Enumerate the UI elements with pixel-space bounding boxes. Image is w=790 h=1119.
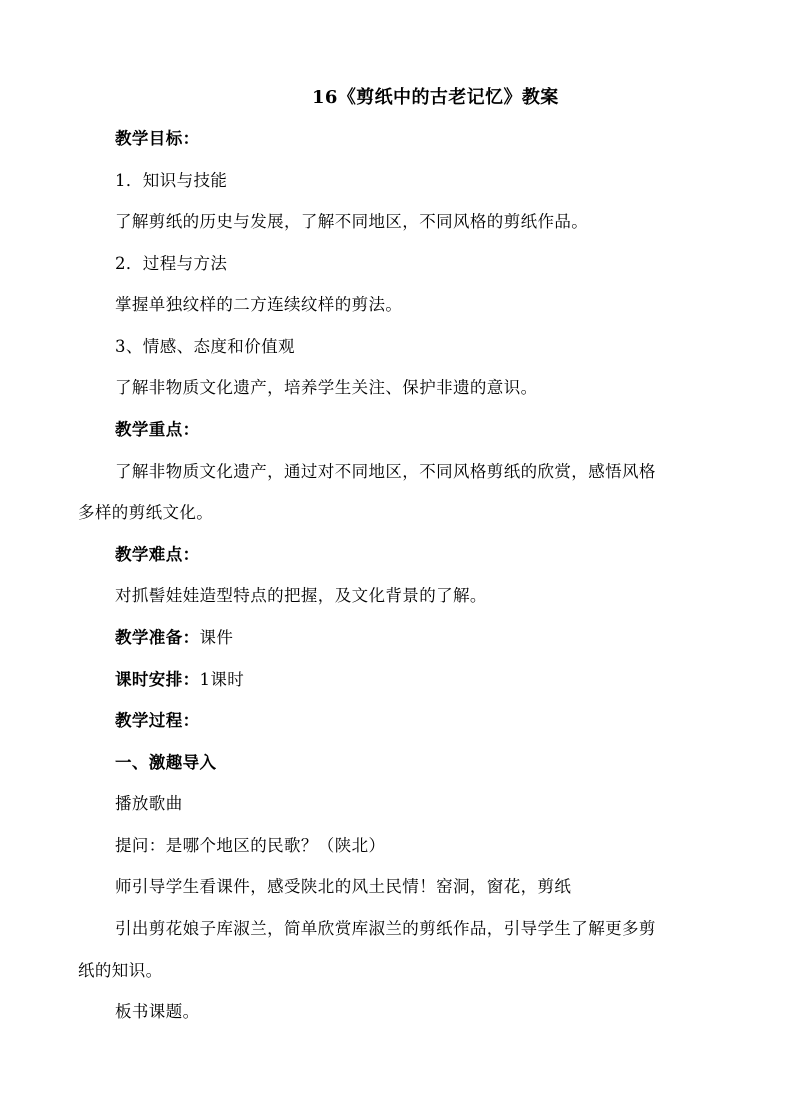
section-heading-process: 教学过程： xyxy=(115,711,200,730)
section-heading-objectives: 教学目标： xyxy=(115,129,200,148)
paragraph-play-song: 播放歌曲 xyxy=(115,794,183,813)
schedule-label: 课时安排： xyxy=(115,670,200,689)
preparation-value: 课件 xyxy=(199,628,234,647)
schedule-line xyxy=(115,669,244,691)
paragraph-board-title: 板书课题。 xyxy=(115,1002,200,1021)
preparation-line xyxy=(115,627,233,649)
section-heading-key-points: 教学重点： xyxy=(115,420,200,439)
paragraph-question: 提问：是哪个地区的民歌？（陕北） xyxy=(115,836,386,855)
paragraph-process: 掌握单独纹样的二方连续纹样的剪法。 xyxy=(115,295,403,314)
subheading-process-method: 2．过程与方法 xyxy=(115,254,228,273)
paragraph-key-points-line2: 多样的剪纸文化。 xyxy=(78,503,214,522)
paragraph-guide: 师引导学生看课件，感受陕北的风土民情！窑洞，窗花，剪纸 xyxy=(115,877,572,896)
paragraph-introduce-line1: 引出剪花娘子库淑兰，简单欣赏库淑兰的剪纸作品，引导学生了解更多剪 xyxy=(115,919,656,938)
step-heading-intro: 一、激趣导入 xyxy=(115,753,217,772)
preparation-label: 教学准备： xyxy=(115,628,200,647)
paragraph-emotion: 了解非物质文化遗产，培养学生关注、保护非遗的意识。 xyxy=(115,378,538,397)
schedule-value: 1课时 xyxy=(199,670,245,689)
paragraph-knowledge: 了解剪纸的历史与发展，了解不同地区，不同风格的剪纸作品。 xyxy=(115,212,589,231)
subheading-emotion-values: 3、情感、态度和价值观 xyxy=(115,337,295,356)
section-heading-difficulties: 教学难点： xyxy=(115,545,200,564)
paragraph-key-points-line1: 了解非物质文化遗产，通过对不同地区，不同风格剪纸的欣赏，感悟风格 xyxy=(115,462,656,481)
document-title: 16《剪纸中的古老记忆》教案 xyxy=(312,87,559,108)
paragraph-difficulties: 对抓髻娃娃造型特点的把握，及文化背景的了解。 xyxy=(115,586,487,605)
paragraph-introduce-line2: 纸的知识。 xyxy=(78,961,163,980)
subheading-knowledge-skills: 1．知识与技能 xyxy=(115,171,228,190)
